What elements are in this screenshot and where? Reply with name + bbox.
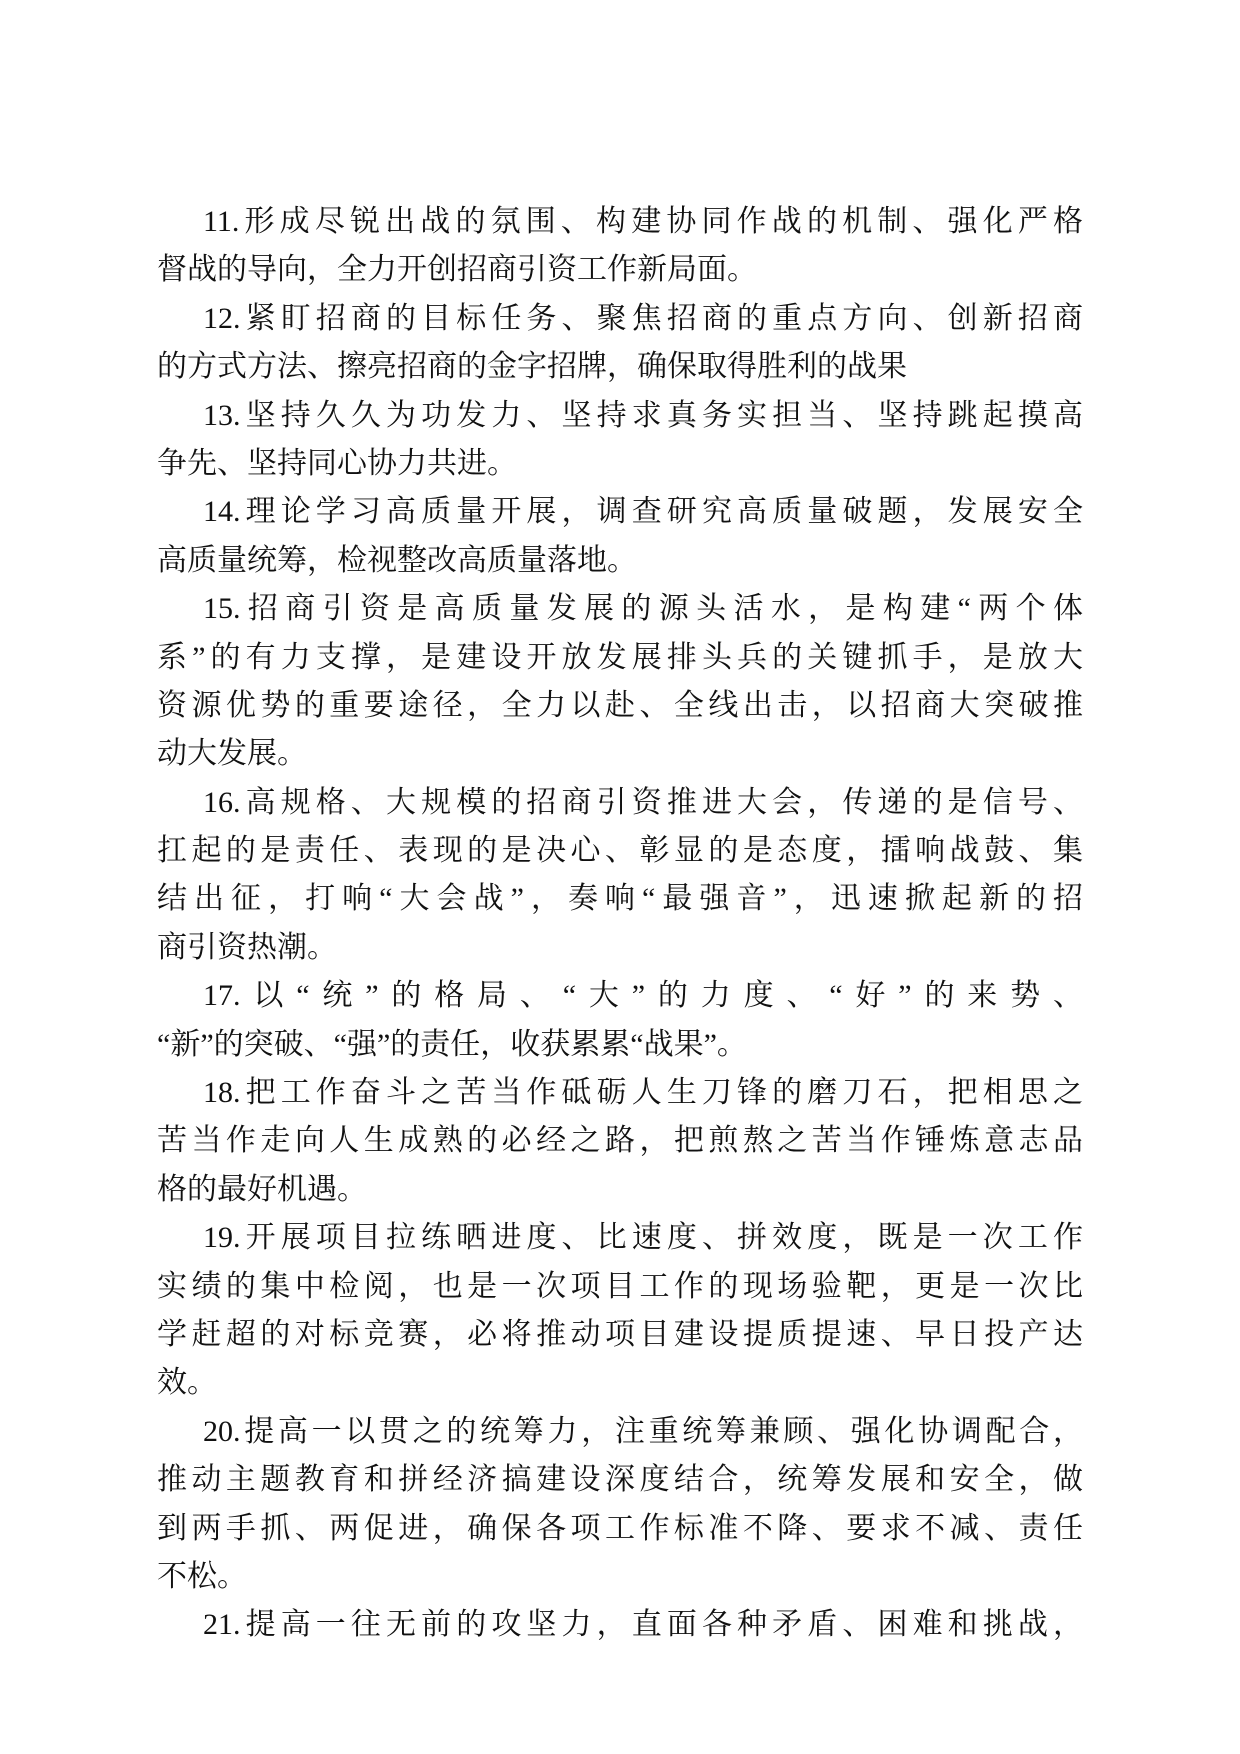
paragraph-17 [157,972,1083,1069]
paragraph-line: 资源优势的重要途径，全力以赴、全线出击，以招商大突破推 [157,688,1083,722]
paragraph-line: 12.紧盯招商的目标任务、聚焦招商的重点方向、创新招商 [203,301,1083,335]
paragraph-line: 扛起的是责任、表现的是决心、彰显的是态度，擂响战鼓、集 [157,834,1083,868]
paragraph-20 [157,1408,1083,1602]
paragraph-line: 系”的有力支撑，是建设开放发展排头兵的关键抓手，是放大 [157,640,1083,674]
paragraph-line: 到两手抓、两促进，确保各项工作标准不降、要求不减、责任 [157,1511,1083,1545]
paragraph-line: “新”的突破、“强”的责任，收获累累“战果”。 [157,1027,747,1061]
paragraph-line: 21.提高一往无前的攻坚力，直面各种矛盾、困难和挑战， [203,1608,1083,1642]
paragraph-line: 推动主题教育和拼经济搞建设深度结合，统筹发展和安全，做 [157,1463,1083,1497]
paragraph-line: 18.把工作奋斗之苦当作砥砺人生刀锋的磨刀石，把相思之 [203,1076,1083,1110]
paragraph-21 [157,1601,1083,1649]
paragraph-line: 商引资热潮。 [157,930,337,964]
paragraph-line: 13.坚持久久为功发力、坚持求真务实担当、坚持跳起摸高 [203,398,1083,432]
paragraph-19 [157,1214,1083,1408]
paragraph-line: 学赶超的对标竞赛，必将推动项目建设提质提速、早日投产达 [157,1317,1083,1351]
paragraph-15 [157,585,1083,779]
paragraph-line: 效。 [157,1366,217,1400]
paragraph-12 [157,295,1083,392]
paragraph-line: 的方式方法、擦亮招商的金字招牌，确保取得胜利的战果 [157,350,907,384]
paragraph-line: 11.形成尽锐出战的氛围、构建协同作战的机制、强化严格 [203,205,1083,238]
paragraph-line: 结出征，打响“大会战”，奏响“最强音”，迅速掀起新的招 [157,882,1083,916]
paragraph-line: 争先、坚持同心协力共进。 [157,446,517,480]
paragraph-13 [157,392,1083,489]
paragraph-line: 动大发展。 [157,737,307,771]
paragraph-line: 15.招商引资是高质量发展的源头活水，是构建“两个体 [203,592,1083,626]
paragraph-line: 高质量统筹，检视整改高质量落地。 [157,543,637,577]
paragraph-line: 17.以“统”的格局、“大”的力度、“好”的来势、 [203,979,1083,1013]
paragraph-line: 苦当作走向人生成熟的必经之路，把煎熬之苦当作锤炼意志品 [157,1124,1083,1158]
paragraph-line: 督战的导向，全力开创招商引资工作新局面。 [157,253,757,287]
paragraph-14 [157,488,1083,585]
paragraph-line: 14.理论学习高质量开展，调查研究高质量破题，发展安全 [203,495,1083,529]
paragraph-line: 19.开展项目拉练晒进度、比速度、拼效度，既是一次工作 [203,1221,1083,1255]
paragraph-line: 实绩的集中检阅，也是一次项目工作的现场验靶，更是一次比 [157,1269,1083,1303]
paragraph-line: 16.高规格、大规模的招商引资推进大会，传递的是信号、 [203,785,1083,819]
paragraph-16 [157,779,1083,973]
paragraph-11 [157,198,1083,295]
paragraph-line: 格的最好机遇。 [157,1172,367,1206]
paragraph-line: 20.提高一以贯之的统筹力，注重统筹兼顾、强化协调配合， [203,1414,1083,1448]
paragraph-18 [157,1069,1083,1214]
paragraph-line: 不松。 [157,1559,247,1593]
document-body [157,198,1083,1650]
